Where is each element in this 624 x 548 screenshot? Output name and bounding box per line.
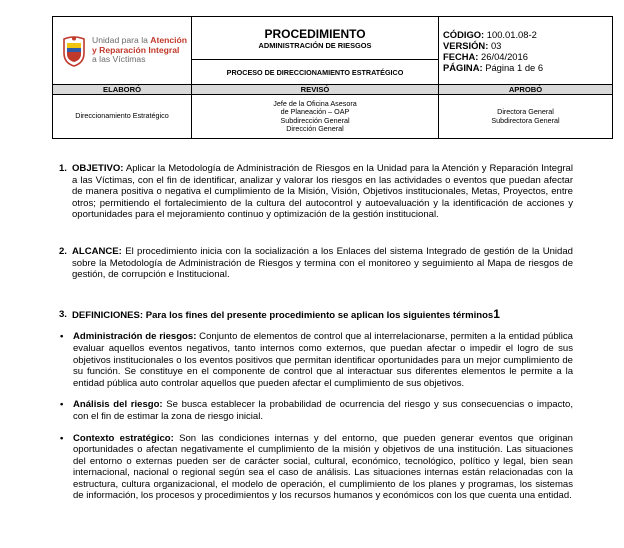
definition-term: Administración de riesgos: <box>73 331 197 343</box>
reviso-line-3: Subdirección General <box>280 115 350 125</box>
definition-text: Conjunto de elementos de control que al interrelacionarse, permiten a la entidad pública evaluar aquellos eventos negativos, tanto internos como externos, que puedan afectar o impedir el logro de sus objetivos institucionales o los eventos positivos que permitan identificar oportunidades para un mejor cumplimiento de su función. Se constituye en el componente de control que al interactuar sus diferentes elementos le permite a la entidad pública auto controlar aquellos que pueden afectar el cumplimiento de sus objetivos. <box>73 331 573 389</box>
section-number: 2. <box>59 245 67 257</box>
fecha-line <box>443 51 612 62</box>
fecha-value: 26/04/2016 <box>481 50 528 62</box>
section-alcance <box>59 246 573 281</box>
version-line <box>443 40 612 51</box>
header-table <box>52 16 613 139</box>
alcance-text: El procedimiento inicia con la socialización a los Enlaces del sistema Integrado de gestión de la Unidad sobre la Metodología de Administración de Riesgos y termina con el monitoreo y seguimiento al Mapa de riesgos de gestión, de corrupción e Institucional. <box>72 245 573 281</box>
pagina-value: Página 1 de 6 <box>485 61 544 73</box>
codigo-value: 100.01.08-2 <box>486 28 537 40</box>
codigo-line <box>443 29 612 40</box>
section-definiciones <box>59 306 573 322</box>
alcance-label: ALCANCE: <box>72 245 122 257</box>
section-number: 3. <box>59 308 67 320</box>
logo-line-1-bold: Atención <box>150 35 188 46</box>
definition-term: Análisis del riesgo: <box>73 399 163 411</box>
reviso-line-4: Dirección General <box>286 123 344 133</box>
codigo-label: CÓDIGO: <box>443 28 485 40</box>
aprobo-header: APROBÓ <box>439 85 613 95</box>
definiciones-heading: DEFINICIONES: Para los fines del presente procedimiento se aplican los siguientes términos <box>72 309 494 321</box>
version-value: 03 <box>490 39 502 51</box>
logo-text <box>92 36 187 65</box>
aprobo-value <box>439 95 613 139</box>
coat-of-arms-icon <box>61 35 87 67</box>
pagina-line <box>443 62 612 73</box>
reviso-value <box>192 95 439 139</box>
objetivo-text: Aplicar la Metodología de Administración de Riesgos en la Unidad para la Atención y Reparación Integral a las Víctimas, con el fin de identificar, analizar y valorar los riesgos en las actividades o eventos que puedan afectar de manera positiva o negativa el cumplimiento de la Misión, Visión, Objetivos institucionales, Metas, Proyectos, entre otros; permitiendo el fortalecimiento de la cultura del autocontrol y autoevaluación y la identificación de acciones y oportunidades para el mejoramiento continuo y optimización de la gestión institucional. <box>72 163 573 221</box>
unidad-victimas-logo <box>53 35 191 67</box>
fecha-label: FECHA: <box>443 50 479 62</box>
section-number: 1. <box>59 163 67 174</box>
objetivo-label: OBJETIVO: <box>72 163 124 174</box>
logo-line-3: a las Víctimas <box>92 54 146 65</box>
bullet-icon: • <box>60 399 64 411</box>
version-label: VERSIÓN: <box>443 39 489 51</box>
document-control-cell <box>439 17 613 85</box>
reviso-line-1: Jefe de la Oficina Asesora <box>273 98 357 108</box>
definition-item <box>60 433 573 503</box>
reviso-header: REVISÓ <box>192 85 439 95</box>
footnote-ref: 1 <box>493 306 500 321</box>
aprobo-line-1: Directora General <box>497 107 554 117</box>
bullet-icon: • <box>60 331 64 343</box>
title-cell <box>192 17 439 60</box>
page-title: PROCEDIMIENTO <box>264 27 366 41</box>
pagina-label: PÁGINA: <box>443 61 483 73</box>
logo-cell <box>53 17 192 85</box>
aprobo-line-2: Subdirectora General <box>491 115 560 125</box>
bullet-icon: • <box>60 432 64 444</box>
elaboro-value: Direccionamiento Estratégico <box>53 95 192 139</box>
definition-item <box>60 399 573 422</box>
definition-text: Son las condiciones internas y del entorno, que pueden generar eventos que originan oportunidades o afectan negativamente el cumplimiento de la misión y objetivos de una institución. Las situaciones del entorno o externas pueden ser de carácter social, cultural, económico, tecnológico, político y legal, bien sean internacional, nacional o regional según sea el caso de análisis. Las situaciones internas están relacionadas con la estructura, cultura organizacional, el modelo de operación, el cumplimiento de los planes y programas, los sistemas de información, los procesos y procedimientos y los recursos humanos y económicos con los que cuenta una entidad. <box>73 432 573 502</box>
logo-line-2: y Reparación Integral <box>92 44 180 55</box>
definition-item <box>60 331 573 389</box>
elaboro-header: ELABORÓ <box>53 85 192 95</box>
definition-term: Contexto estratégico: <box>73 432 174 444</box>
reviso-line-2: de Planeación – OAP <box>280 107 350 117</box>
logo-line-1: Unidad para la <box>92 35 148 46</box>
section-objetivo <box>59 163 573 221</box>
proceso-cell: PROCESO DE DIRECCIONAMIENTO ESTRATÉGICO <box>192 60 439 85</box>
definition-text: Se busca establecer la probabilidad de ocurrencia del riesgo y sus consecuencias o impacto, con el fin de estimar la zona de riesgo inicial. <box>73 399 573 422</box>
document-body <box>59 163 573 502</box>
page-subtitle: ADMINISTRACIÓN DE RIESGOS <box>258 41 372 50</box>
